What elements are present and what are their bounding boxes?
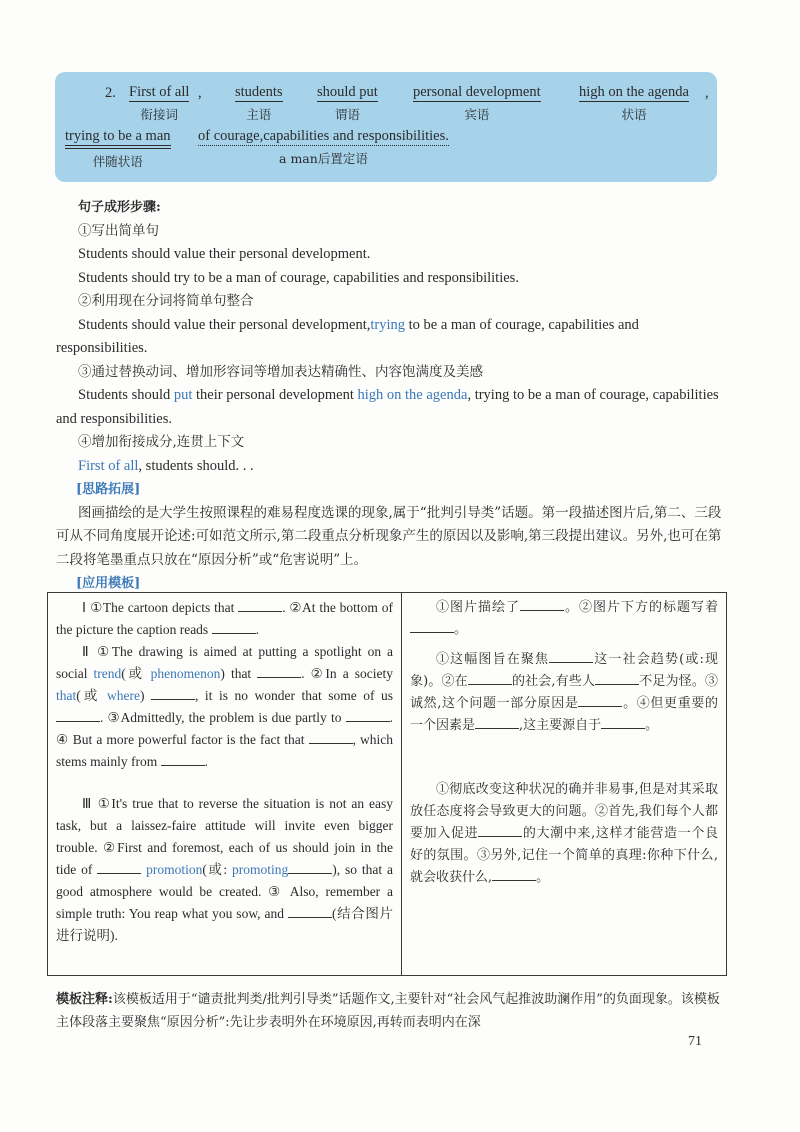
part-predicate [317,84,378,123]
part-en: should put [317,84,378,100]
text-span: ①这幅图旨在聚焦 [436,652,550,667]
text-span: ), so that a good atmosphere would be created. ③ Also, remember a simple truth: You reap what you sow, and [56,862,393,921]
blank [549,650,593,663]
paragraph-3-cn: ①彻底改变这种状况的确并非易事,但是对其采取放任态度将会导致更大的问题。②首先,我们每个人都要加入促进 的大潮中来,这样才能营造一个良好的氛围。③另外,记住一个简单的真理:你种下什么,就会收获什么, 。 [410,782,718,885]
text-span: . ②At the bottom of the picture the caption reads [56,600,393,637]
highlight-span: trend [93,666,122,681]
part-cn: 衔接词 [140,107,178,122]
blank [520,598,564,611]
paragraph-1-cn: ①图片描绘了 。②图片下方的标题写着。 [410,597,718,641]
text-span: . ②In a society [301,666,393,681]
highlight-span: trying [370,316,405,333]
highlight-span: where [107,688,141,703]
template-english-column [48,593,402,976]
part-cn: a man后置定语 [279,151,368,166]
part-accompanying [65,128,171,170]
paragraph-3-en [56,793,393,947]
blank [468,672,512,685]
page-number: 71 [688,1034,702,1049]
step-4-sentence [56,455,726,479]
blank [478,824,522,837]
text-span: to be a man of courage, capabilities and responsibilities. [56,316,639,356]
part-cn: 宾语 [464,107,490,122]
part-en: high on the agenda [579,84,689,100]
text-span: , trying to be a man of courage, capabilities and responsibilities. [56,387,719,427]
highlight-span: promoting [232,862,289,877]
thinking-text: 图画描绘的是大学生按照课程的难易程度选课的现象,属于“批判引导类”话题。第一段描述图片后,第二、三段可从不同角度展开论述:可如范文所示,第二段重点分析现象产生的原因以及影响,第三段提出建议。另外,也可在第二段将笔墨重点只放在“原因分析”或“危害说明”上。 [56,504,722,568]
blank [475,716,519,729]
sentence-analysis-banner [55,72,717,182]
text-span: 的大潮中来,这样才能营造一个良好的氛围。③另外,记住一个简单的真理:你种下什么,就会收获什么, [410,826,718,885]
text-span: Ⅲ ①It's true that to reverse the situation is not an easy task, but a laissez-faire attitude will invite even bigger trouble. ②First and foremost, each of us should join in the tide of [56,796,393,877]
part-cn: 主语 [246,107,272,122]
text-span: ) [140,688,152,703]
part-en: trying to be a man [65,128,171,149]
part-en: First of all [129,84,190,100]
blank [151,687,195,700]
blank [238,599,282,612]
text-span: their personal development [192,387,358,403]
blank [492,868,536,881]
text-span: (或 [76,688,108,703]
blank [346,709,390,722]
blank [601,716,645,729]
steps-heading: 句子成形步骤: [78,200,161,215]
text-span: . ④ But a more powerful factor is the fact that [56,710,393,747]
text-span: (或: [202,862,232,877]
paragraph-1-en: Ⅰ ①The cartoon depicts that . ②At the bottom of the picture the caption reads . [56,600,393,637]
text-span: ①彻底改变这种状况的确并非易事,但是对其采取放任态度将会导致更大的问题。②首先,我们每个人都要加入促进 [410,782,718,841]
text-span: ) that [220,666,258,681]
step-4-title: ④增加衔接成分,连贯上下文 [78,434,245,450]
blank [212,621,256,634]
step-1-title: ①写出简单句 [78,222,159,239]
part-adverbial [579,84,689,123]
text-span: , it is no wonder that some of us [195,688,394,703]
blank [97,861,141,874]
comma: , [705,85,709,101]
text-span: . ③Admittedly, the problem is due partly to [100,710,346,725]
text-span: Ⅱ ①The drawing is aimed at putting a spotlight on a social [56,644,393,681]
text-span: (或 [121,666,151,681]
step-2-title: ②利用现在分词将简单句整合 [78,293,254,309]
step-1-sentence-1: Students should value their personal development. [78,246,371,262]
text-span: Students should [78,387,174,403]
note-text: 该模板适用于“谴责批判类/批判引导类”话题作文,主要针对“社会风气起推波助澜作用”的负面现象。该模板主体段落主要聚焦“原因分析”:先让步表明外在环境原因,再转而表明内在深 [56,992,720,1030]
step-2-sentence [56,314,726,361]
highlight-span: put [173,387,193,403]
text-span: Ⅰ ①The cartoon depicts that [82,600,239,615]
text-span: , students should. . . [138,457,254,474]
part-en: personal development [413,84,541,100]
blank [56,709,100,722]
part-connector [129,84,189,123]
part-postpositive-attributive [198,128,449,167]
highlight-span: phenomenon [150,666,221,681]
blank [257,665,301,678]
blank [161,753,205,766]
comma: , [198,85,202,101]
part-cn: 伴随状语 [92,154,143,169]
text-span: 。②图片下方的标题写着 [564,600,718,615]
part-cn: 谓语 [334,107,360,122]
text-span: 。④但更重要的一个因素是 [410,696,718,733]
text-span: (结合图片进行说明). [56,906,394,943]
blank [288,861,332,874]
highlight-span: high on the agenda [357,387,468,403]
thinking-label: [思路拓展] [76,482,141,497]
highlight-span: that [56,688,77,703]
text-span: 这一社会趋势(或:现象)。②在 [410,652,718,689]
text-span: Students should value their personal development, [78,316,371,333]
blank [288,905,332,918]
step-3-title: ③通过替换动词、增加形容词等增加表达精确性、内容饱满度及美感 [78,363,483,380]
template-chinese-column [402,593,727,976]
paragraph-2-cn: ①这幅图旨在聚焦 这一社会趋势(或:现象)。②在 的社会,有些人 不足为怪。③诚然,这个问题一部分原因是 。④但更重要的一个因素是 ,这主要源自于 。 [410,652,718,733]
template-note [56,988,728,1034]
steps-section [56,196,726,596]
part-object [413,84,541,123]
blank [595,672,639,685]
blank [578,694,622,707]
example-number: 2. [105,85,116,101]
part-cn: 状语 [621,107,647,122]
step-3-sentence [56,384,726,431]
blank [410,620,454,633]
text-span: ,这主要源自于 [519,718,602,733]
part-en: of courage,capabilities and responsibilities. [198,128,449,144]
paragraph-2-en: Ⅱ ①The drawing is aimed at putting a spotlight on a social trend(或 phenomenon) that . ②In a society that(或 where) , it is no wonder that some of us . ③Admittedly, the problem is due partly to . ④ But a more powerful factor is the fact that , which stems mainly from . [56,644,394,769]
text-span: ①图片描绘了 [436,600,520,615]
template-table [47,592,727,976]
text-span: 不足为怪。③诚然,这个问题一部分原因是 [410,674,718,711]
text-span: , which stems mainly from [56,732,393,769]
blank [309,731,353,744]
highlight-span: First of all [78,457,139,474]
part-subject [235,84,283,123]
step-1-sentence-2: Students should try to be a man of courage, capabilities and responsibilities. [78,269,519,286]
template-label: [应用模板] [76,576,141,591]
part-en: students [235,84,283,100]
highlight-span: promotion [146,862,203,877]
note-label: 模板注释: [56,992,113,1007]
text-span: 的社会,有些人 [511,674,596,689]
template-row [48,593,727,976]
